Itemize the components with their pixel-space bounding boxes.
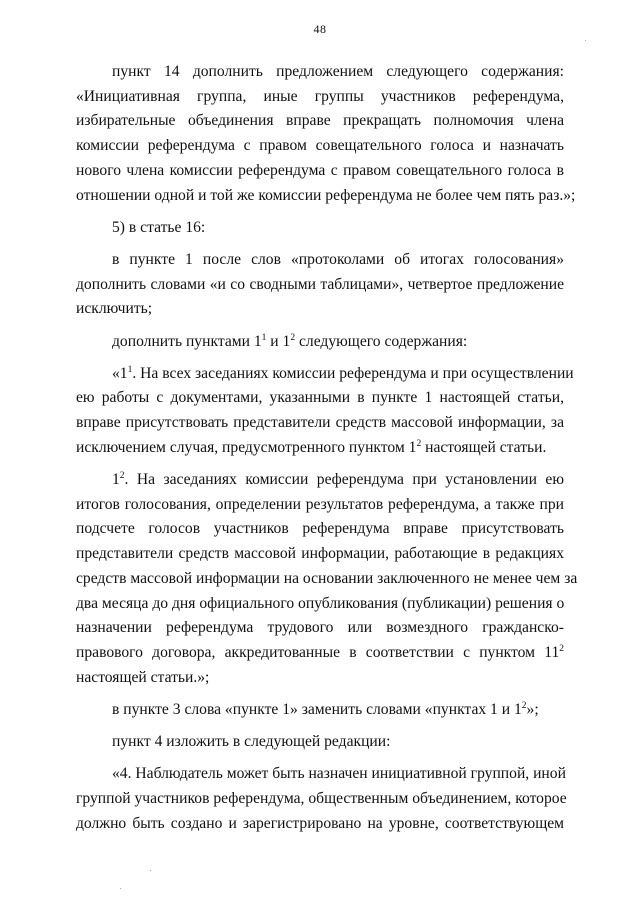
paragraph-punkt-1 (76, 248, 564, 322)
paragraph-punkt-1-2 (76, 468, 578, 690)
text-line: нового члена комиссии референдума с правом совещательного голоса в (76, 161, 564, 179)
text-line: дополнить словами «и со сводными таблицами», четвертое предложение (76, 275, 564, 293)
text-line: $1^2$. На заседаниях комиссии референдума при установлении ею (112, 471, 564, 489)
text-line: пункт 4 изложить в следующей редакции: (112, 733, 391, 751)
text-line: дополнить пунктами $1^1$ и $1^2$ следующего содержания: (112, 332, 468, 350)
paragraph-punkt-14 (76, 60, 576, 208)
text-line: исключением случая, предусмотренного пунктом $1^2$ настоящей статьи. (76, 438, 547, 456)
superscript-index: 2 (559, 643, 564, 654)
text-line: правового договора, аккредитованные в соответствии с пунктом $11^2$ (76, 643, 564, 661)
document-body (76, 60, 578, 844)
scan-speck (585, 40, 586, 41)
text-line: избирательные объединения вправе прекращать полномочия члена (76, 112, 564, 130)
text-line: пункт 14 дополнить предложением следующего содержания: (112, 63, 564, 80)
superscript-index: 1 (261, 332, 267, 343)
paragraph-add-punkts (76, 330, 564, 355)
scan-speck (150, 870, 151, 871)
page-number: 48 (313, 22, 327, 36)
scan-speck (120, 888, 121, 889)
text-line: подсчете голосов участников референдума вправе присутствовать (76, 520, 564, 538)
text-line: комиссии референдума с правом совещательного голоса и назначать (76, 137, 564, 155)
text-line: представители средств массовой информации, работающие в редакциях (76, 545, 564, 563)
superscript-index: 2 (290, 332, 296, 343)
text-line: два месяца до дня официального опубликования (публикации) решения о (76, 594, 565, 612)
text-line: средств массовой информации на основании заключенного не менее чем за (76, 569, 578, 587)
text-line: отношении одной и той же комиссии референдума не более чем пять раз.»; (76, 186, 576, 204)
paragraph-observer (76, 762, 567, 836)
paragraph-punkt-4 (76, 730, 564, 755)
text-line: 5) в статье 16: (112, 218, 206, 236)
text-line: «4. Наблюдатель может быть назначен инициативной группой, иной (112, 765, 566, 783)
text-line: должно быть создано и зарегистрировано на уровне, соответствующем (76, 814, 564, 832)
text-line: «Инициативная группа, иные группы участников референдума, (76, 87, 564, 105)
text-line: группой участников референдума, общественным объединением, которое (76, 789, 567, 807)
text-line: вправе присутствовать представители средств массовой информации, за (76, 414, 564, 432)
superscript-index: 2 (521, 700, 527, 711)
text-line: итогов голосования, определении результатов референдума, а также при (76, 495, 564, 513)
paragraph-punkt-3 (76, 698, 564, 723)
superscript-index: 2 (416, 438, 422, 449)
superscript-index: 1 (127, 364, 133, 375)
superscript-index: 2 (119, 471, 125, 482)
paragraph-article-16 (76, 216, 564, 241)
text-line: ею работы с документами, указанными в пункте 1 настоящей статьи, (76, 389, 564, 407)
text-line: в пункте 1 после слов «протоколами об итогах голосования» (112, 250, 564, 268)
text-line: исключить; (76, 300, 153, 318)
text-line: в пункте 3 слова «пункте 1» заменить словами «пунктах 1 и $1^2$»; (112, 700, 539, 718)
text-line: настоящей статьи.»; (76, 668, 210, 686)
text-line: назначении референдума трудового или возмездного гражданско- (76, 619, 564, 637)
text-line: «$1^1$. На всех заседаниях комиссии референдума и при осуществлении (112, 364, 574, 382)
paragraph-punkt-1-1 (76, 362, 574, 461)
